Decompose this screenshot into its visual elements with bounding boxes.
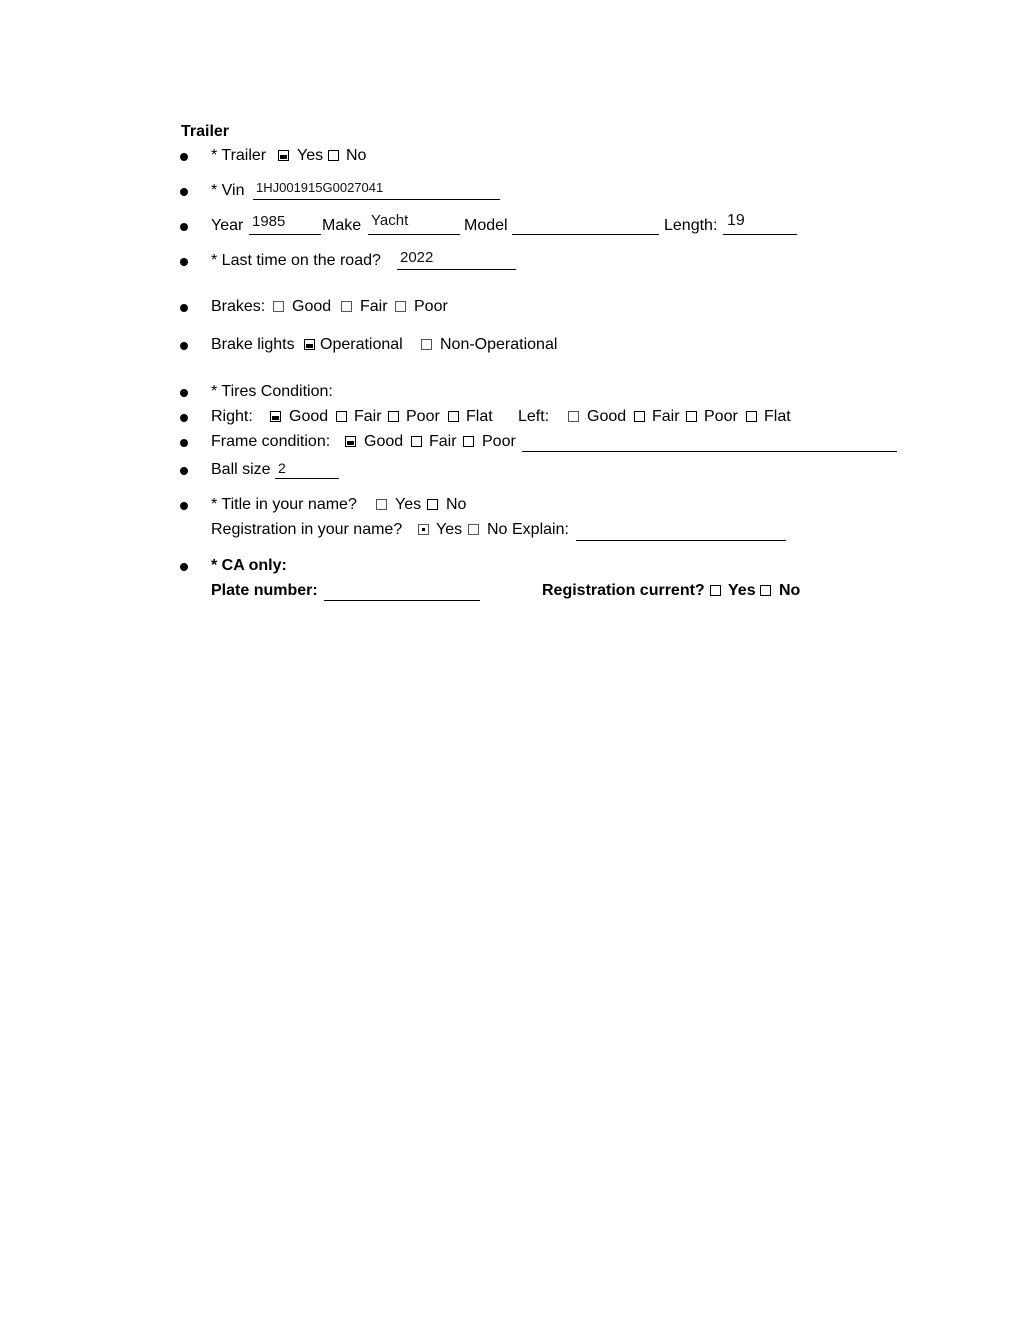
brake-lights-non-operational-checkbox[interactable] [421, 339, 432, 350]
trailer-no-label: No [346, 147, 367, 164]
left-poor-checkbox[interactable] [686, 411, 697, 422]
right-flat-checkbox[interactable] [448, 411, 459, 422]
brakes-fair-label: Fair [360, 298, 388, 315]
right-flat-label: Flat [466, 408, 493, 425]
make-label: Make [322, 217, 362, 234]
brake-lights-non-operational-label: Non-Operational [440, 336, 558, 353]
frame-good-checkbox[interactable] [345, 436, 356, 447]
registration-explain-label: Explain: [512, 521, 569, 538]
right-poor-label: Poor [406, 408, 440, 425]
bullet [180, 342, 188, 350]
brakes-good-checkbox[interactable] [273, 301, 284, 312]
vin-underline [253, 199, 500, 200]
bullet [180, 502, 188, 510]
left-fair-label: Fair [652, 408, 680, 425]
trailer-yes-label: Yes [297, 147, 324, 164]
frame-fair-label: Fair [429, 433, 457, 450]
brakes-poor-checkbox[interactable] [395, 301, 406, 312]
registration-yes-checkbox[interactable] [418, 524, 429, 535]
registration-current-no-label: No [779, 582, 801, 599]
bullet [180, 563, 188, 571]
registration-current-yes-checkbox[interactable] [710, 585, 721, 596]
title-yes-checkbox[interactable] [376, 499, 387, 510]
make-underline [368, 234, 460, 235]
right-fair-checkbox[interactable] [336, 411, 347, 422]
registration-explain-underline [576, 540, 786, 541]
year-underline [249, 234, 321, 235]
bullet [180, 188, 188, 196]
right-good-label: Good [289, 408, 329, 425]
bullet [180, 389, 188, 397]
bullet [180, 467, 188, 475]
ball-size-input[interactable]: 2 [278, 460, 286, 476]
brakes-good-label: Good [292, 298, 332, 315]
title-label: * Title in your name? [211, 496, 357, 513]
vin-label: * Vin [211, 182, 245, 199]
year-input[interactable]: 1985 [252, 213, 286, 230]
registration-label: Registration in your name? [211, 521, 403, 538]
frame-poor-checkbox[interactable] [463, 436, 474, 447]
trailer-yes-checkbox[interactable] [278, 150, 289, 161]
trailer-no-checkbox[interactable] [328, 150, 339, 161]
model-label: Model [464, 217, 508, 234]
length-underline [723, 234, 797, 235]
plate-number-label: Plate number: [211, 582, 318, 599]
registration-current-label: Registration current? [542, 582, 705, 599]
registration-yes-label: Yes [436, 521, 463, 538]
ball-size-label: Ball size [211, 461, 271, 478]
year-label: Year [211, 217, 244, 234]
title-no-label: No [446, 496, 467, 513]
brake-lights-label: Brake lights [211, 336, 295, 353]
bullet [180, 153, 188, 161]
left-poor-label: Poor [704, 408, 738, 425]
registration-current-yes-label: Yes [728, 582, 756, 599]
tires-label: * Tires Condition: [211, 383, 333, 400]
right-label: Right: [211, 408, 253, 425]
ca-only-label: * CA only: [211, 557, 287, 574]
left-label: Left: [518, 408, 550, 425]
right-poor-checkbox[interactable] [388, 411, 399, 422]
make-input[interactable]: Yacht [371, 212, 409, 229]
section-title: Trailer [181, 123, 230, 140]
model-underline [512, 234, 659, 235]
frame-good-label: Good [364, 433, 404, 450]
road-underline [397, 269, 516, 270]
registration-current-no-checkbox[interactable] [760, 585, 771, 596]
length-label: Length: [664, 217, 718, 234]
length-input[interactable]: 19 [727, 212, 745, 229]
left-flat-checkbox[interactable] [746, 411, 757, 422]
brakes-fair-checkbox[interactable] [341, 301, 352, 312]
brake-lights-operational-checkbox[interactable] [304, 339, 315, 350]
bullet [180, 223, 188, 231]
left-fair-checkbox[interactable] [634, 411, 645, 422]
frame-fair-checkbox[interactable] [411, 436, 422, 447]
left-good-checkbox[interactable] [568, 411, 579, 422]
bullet [180, 304, 188, 312]
title-no-checkbox[interactable] [427, 499, 438, 510]
title-yes-label: Yes [395, 496, 422, 513]
bullet [180, 439, 188, 447]
road-input[interactable]: 2022 [400, 249, 434, 266]
vin-input[interactable]: 1HJ001915G0027041 [256, 180, 384, 195]
plate-number-underline [324, 600, 480, 601]
ball-size-underline [275, 478, 339, 479]
road-label: * Last time on the road? [211, 252, 381, 269]
right-good-checkbox[interactable] [270, 411, 281, 422]
right-fair-label: Fair [354, 408, 382, 425]
left-flat-label: Flat [764, 408, 791, 425]
frame-poor-label: Poor [482, 433, 516, 450]
frame-comment-underline [522, 451, 897, 452]
trailer-label: * Trailer [211, 147, 267, 164]
frame-label: Frame condition: [211, 433, 331, 450]
brakes-label: Brakes: [211, 298, 266, 315]
brakes-poor-label: Poor [414, 298, 448, 315]
bullet [180, 414, 188, 422]
left-good-label: Good [587, 408, 627, 425]
registration-no-checkbox[interactable] [468, 524, 479, 535]
bullet [180, 258, 188, 266]
registration-no-label: No [487, 521, 508, 538]
brake-lights-operational-label: Operational [320, 336, 403, 353]
